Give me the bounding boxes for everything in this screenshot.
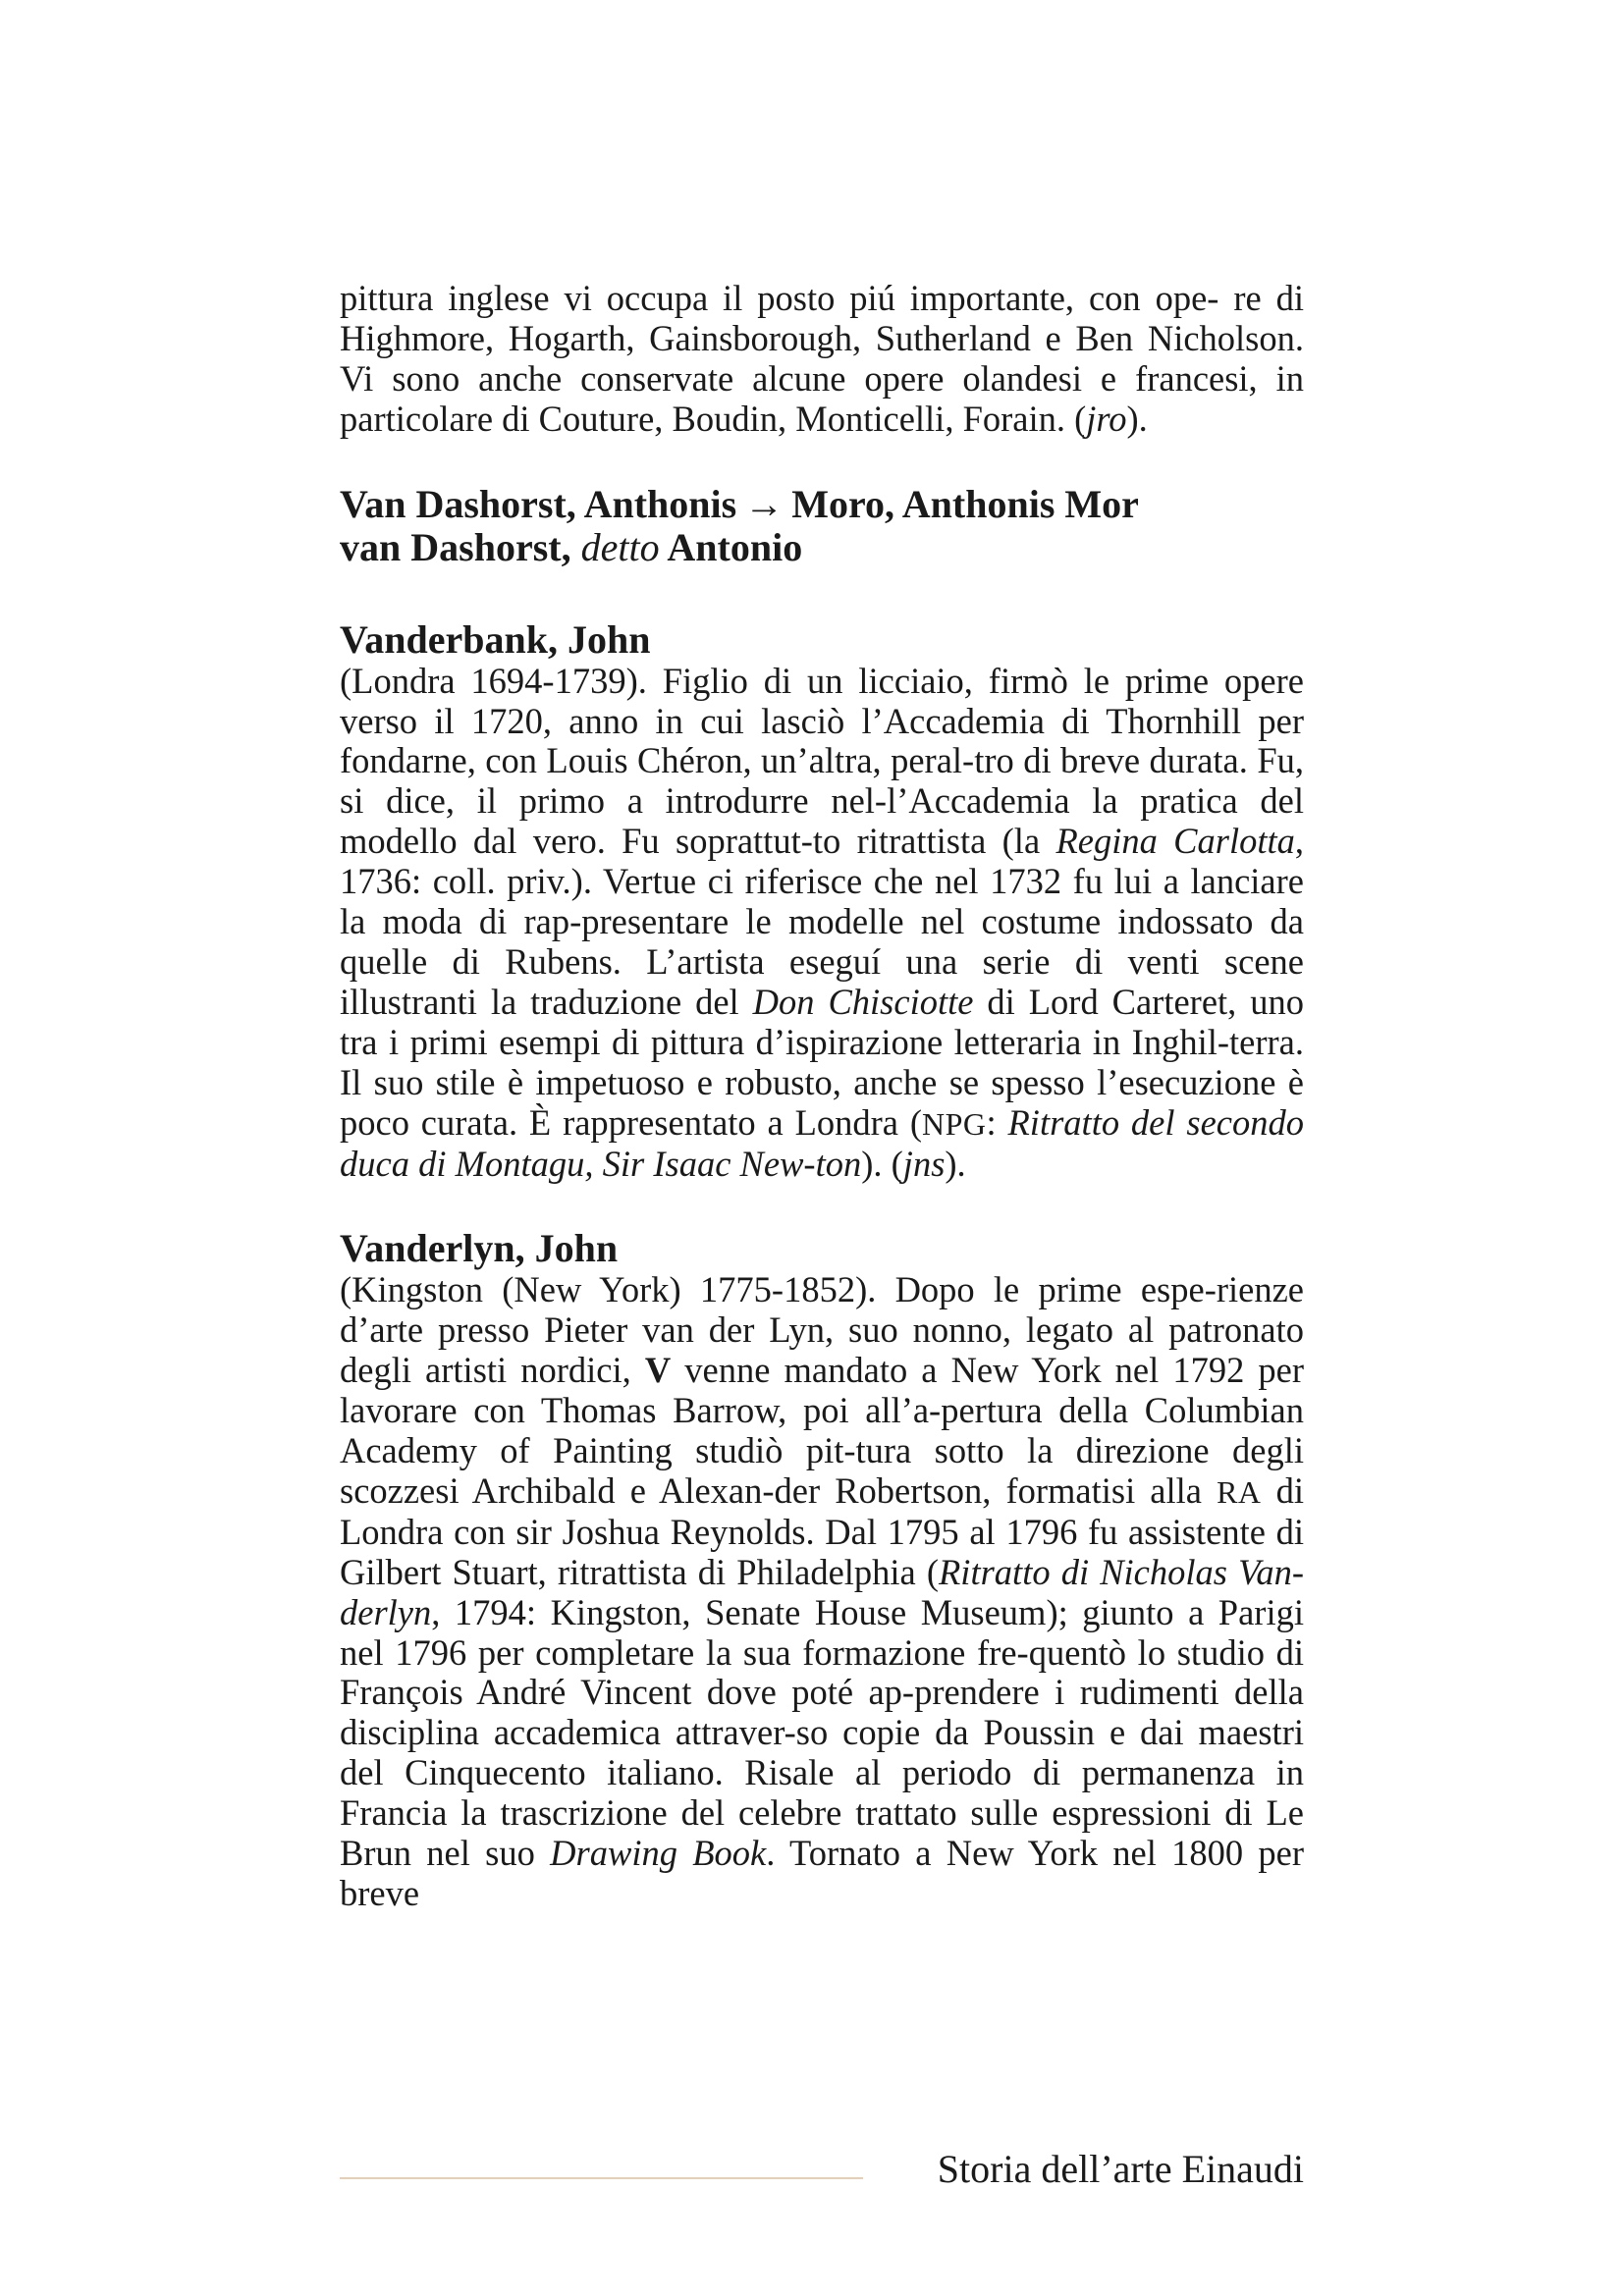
body-text: di Lord Carteret, uno tra i primi esempi di pittura d’ispirazione letteraria in Inghil-terra. Il suo stile è impetuoso e robusto, anche se spesso l’esecuzione è poco curata. È rappresentato a Londra ( — [340, 981, 1304, 1143]
footer-rule — [340, 2177, 863, 2179]
entry-heading-vanderbank: Vanderbank, John — [340, 616, 651, 662]
cross-reference-target: van Dashorst, — [340, 524, 571, 569]
body-text: : — [986, 1101, 1008, 1143]
entry-heading-dashorst — [340, 483, 1304, 569]
academy-abbreviation: RA — [1217, 1473, 1262, 1510]
text-line: re di Highmore, Hogarth, Gainsborough, Sutherland e — [340, 278, 1305, 358]
publication-title: Storia dell’arte Einaudi — [937, 2147, 1304, 2191]
book-title: Drawing Book — [550, 1833, 767, 1874]
body-text: ). ( — [861, 1143, 903, 1184]
entry-body-vanderbank — [340, 662, 1304, 1185]
author-signature: jns — [902, 1143, 946, 1184]
artwork-title: Ritratto di Nicholas Van-derlyn — [340, 1551, 1304, 1632]
artwork-title: Don Chisciotte — [752, 981, 974, 1022]
page-footer — [340, 2148, 1304, 2197]
body-text: ). — [945, 1143, 966, 1184]
text-line: ). — [1126, 398, 1148, 439]
body-text: di Londra con sir Joshua Reynolds. Dal 1795 al 1796 fu assistente di Gilbert Stuart, ritrattista di Philadelphia ( — [340, 1469, 1304, 1592]
author-signature: jro — [1086, 398, 1127, 439]
cross-reference-arrow-icon: → — [744, 481, 784, 526]
page-body — [340, 279, 1304, 1914]
artwork-title: Ritratto del secondo duca di Montagu, Sir Isaac New-ton — [340, 1101, 1304, 1184]
detto-label: detto — [580, 524, 660, 569]
body-text: venne mandato a New York nel 1792 per lavorare con Thomas Barrow, poi all’a-pertura della Columbian Academy of Painting studiò pit-tura sotto la direzione degli scozzesi Archibald e Alexan-der Robertson, formatisi alla — [340, 1350, 1304, 1511]
text-line: Ben Nicholson. Vi sono anche conservate alcune opere — [340, 317, 1305, 399]
entry-body-vanderlyn — [340, 1270, 1304, 1914]
body-text: , 1794: Kingston, Senate House Museum); giunto a Parigi nel 1796 per completare la sua formazione fre-quentò lo studio di François André Vincent dove poté ap-prendere i rudimenti della disciplina accademica attraver-so copie da Poussin e dai maestri del Cinquecento italiano. Risale al periodo di permanenza in Francia la trascrizione del celebre trattato sulle espressioni di Le Brun nel suo — [340, 1591, 1304, 1874]
entry-name: Van Dashorst, Anthonis — [340, 481, 737, 526]
artwork-title: Regina Carlotta — [1055, 821, 1295, 862]
entry-initial: V — [644, 1350, 672, 1391]
body-text: (Kingston (New York) 1775-1852). Dopo le prime espe-rienze d’arte presso Pieter van der Lyn, suo nonno, legato al patronato degli artisti nordici, — [340, 1269, 1304, 1391]
cross-reference-target: Antonio — [667, 524, 803, 569]
body-text: . Tornato a New York nel 1800 per breve — [340, 1833, 1305, 1913]
body-text: (Londra 1694-1739). Figlio di un licciaio, firmò le prime opere verso il 1720, anno in cui lasciò l’Accademia di Thornhill per fondarne, con Louis Chéron, un’altra, peral-tro di breve durata. Fu, si dice, il primo a introdurre nel-l’Accademia la pratica del modello dal vero. Fu soprattut-to ritrattista (la — [340, 660, 1304, 862]
text-line: pittura inglese vi occupa il posto piú importante, con ope- — [340, 278, 1219, 318]
entry-heading-vanderlyn: Vanderlyn, John — [340, 1226, 619, 1271]
cross-reference-target: Moro, Anthonis Mor — [791, 481, 1139, 526]
text-line: Monticelli, Forain. ( — [795, 398, 1087, 439]
museum-abbreviation: NPG — [922, 1105, 987, 1142]
text-line: olandesi e francesi, in particolare di Couture, Boudin, — [340, 357, 1305, 439]
body-text: , 1736: coll. priv.). Vertue ci riferisce che nel 1732 fu lui a lanciare la moda di rap-presentare le modelle nel costume indossato da quelle di Rubens. L’artista eseguí una serie di venti scene illustranti la traduzione del — [340, 821, 1304, 1022]
intro-paragraph — [340, 279, 1304, 440]
